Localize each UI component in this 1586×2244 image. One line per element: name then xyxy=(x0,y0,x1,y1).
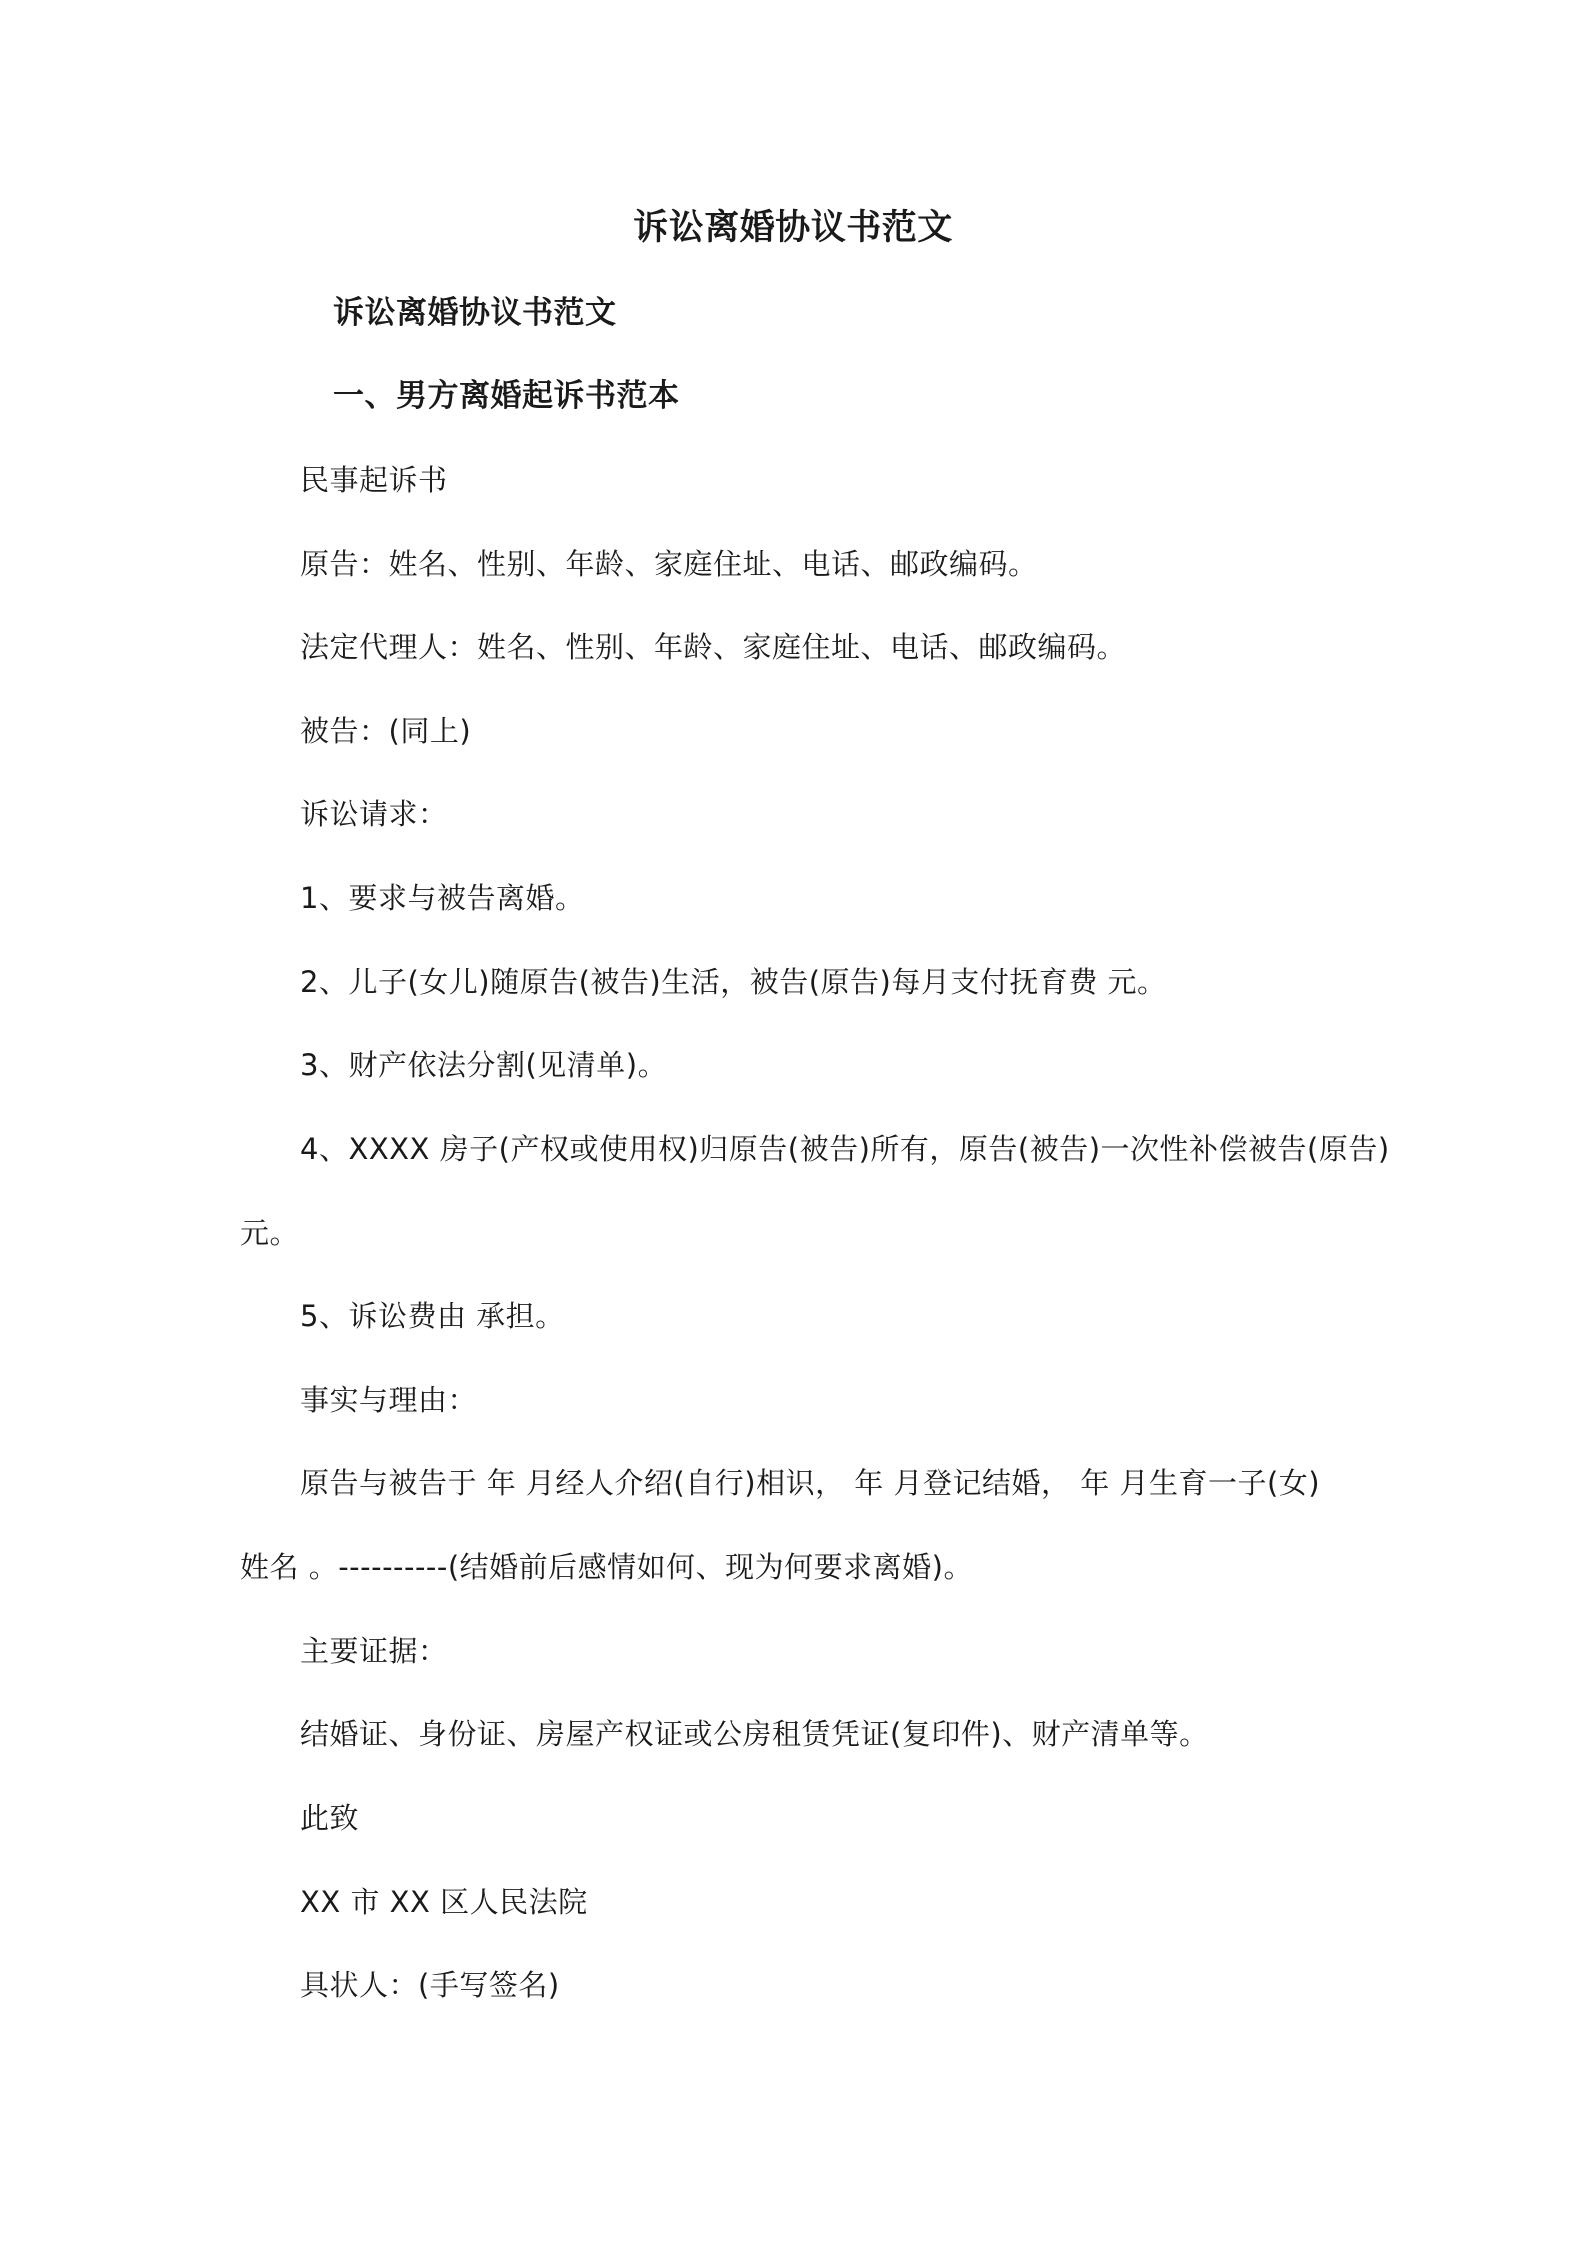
court-name: XX 市 XX 区人民法院 xyxy=(300,1885,588,1919)
plaintiff-line: 原告：姓名、性别、年龄、家庭住址、电话、邮政编码。 xyxy=(300,547,1038,581)
claim-item: 5、诉讼费由 承担。 xyxy=(300,1299,565,1333)
evidence-heading: 主要证据： xyxy=(300,1634,448,1668)
doc-type-line: 民事起诉书 xyxy=(300,463,448,497)
legal-agent-line: 法定代理人：姓名、性别、年龄、家庭住址、电话、邮政编码。 xyxy=(300,630,1127,664)
claim-item: 2、儿子(女儿)随原告(被告)生活，被告(原告)每月支付抚育费 元。 xyxy=(300,965,1167,999)
facts-heading: 事实与理由： xyxy=(300,1383,478,1417)
claim-item: 3、财产依法分割(见清单)。 xyxy=(300,1048,668,1082)
facts-text: 原告与被告于 年 月经人介绍(自行)相识， 年 月登记结婚， 年 月生育一子(女) xyxy=(300,1466,1321,1500)
facts-text-continuation: 姓名 。----------(结婚前后感情如何、现为何要求离婚)。 xyxy=(240,1550,973,1584)
document-subtitle: 诉讼离婚协议书范文 xyxy=(333,295,617,331)
claims-heading: 诉讼请求： xyxy=(300,797,448,831)
defendant-line: 被告：(同上) xyxy=(300,714,472,748)
claim-item-continuation: 元。 xyxy=(240,1216,300,1250)
salutation: 此致 xyxy=(300,1801,360,1835)
document-title: 诉讼离婚协议书范文 xyxy=(633,208,953,248)
evidence-text: 结婚证、身份证、房屋产权证或公房租赁凭证(复印件)、财产清单等。 xyxy=(300,1717,1209,1751)
claim-item: 1、要求与被告离婚。 xyxy=(300,881,585,915)
claim-item: 4、XXXX 房子(产权或使用权)归原告(被告)所有，原告(被告)一次性补偿被告(原告) xyxy=(300,1132,1390,1166)
section-heading: 一、男方离婚起诉书范本 xyxy=(333,378,680,414)
signer-line: 具状人：(手写签名) xyxy=(300,1968,560,2002)
